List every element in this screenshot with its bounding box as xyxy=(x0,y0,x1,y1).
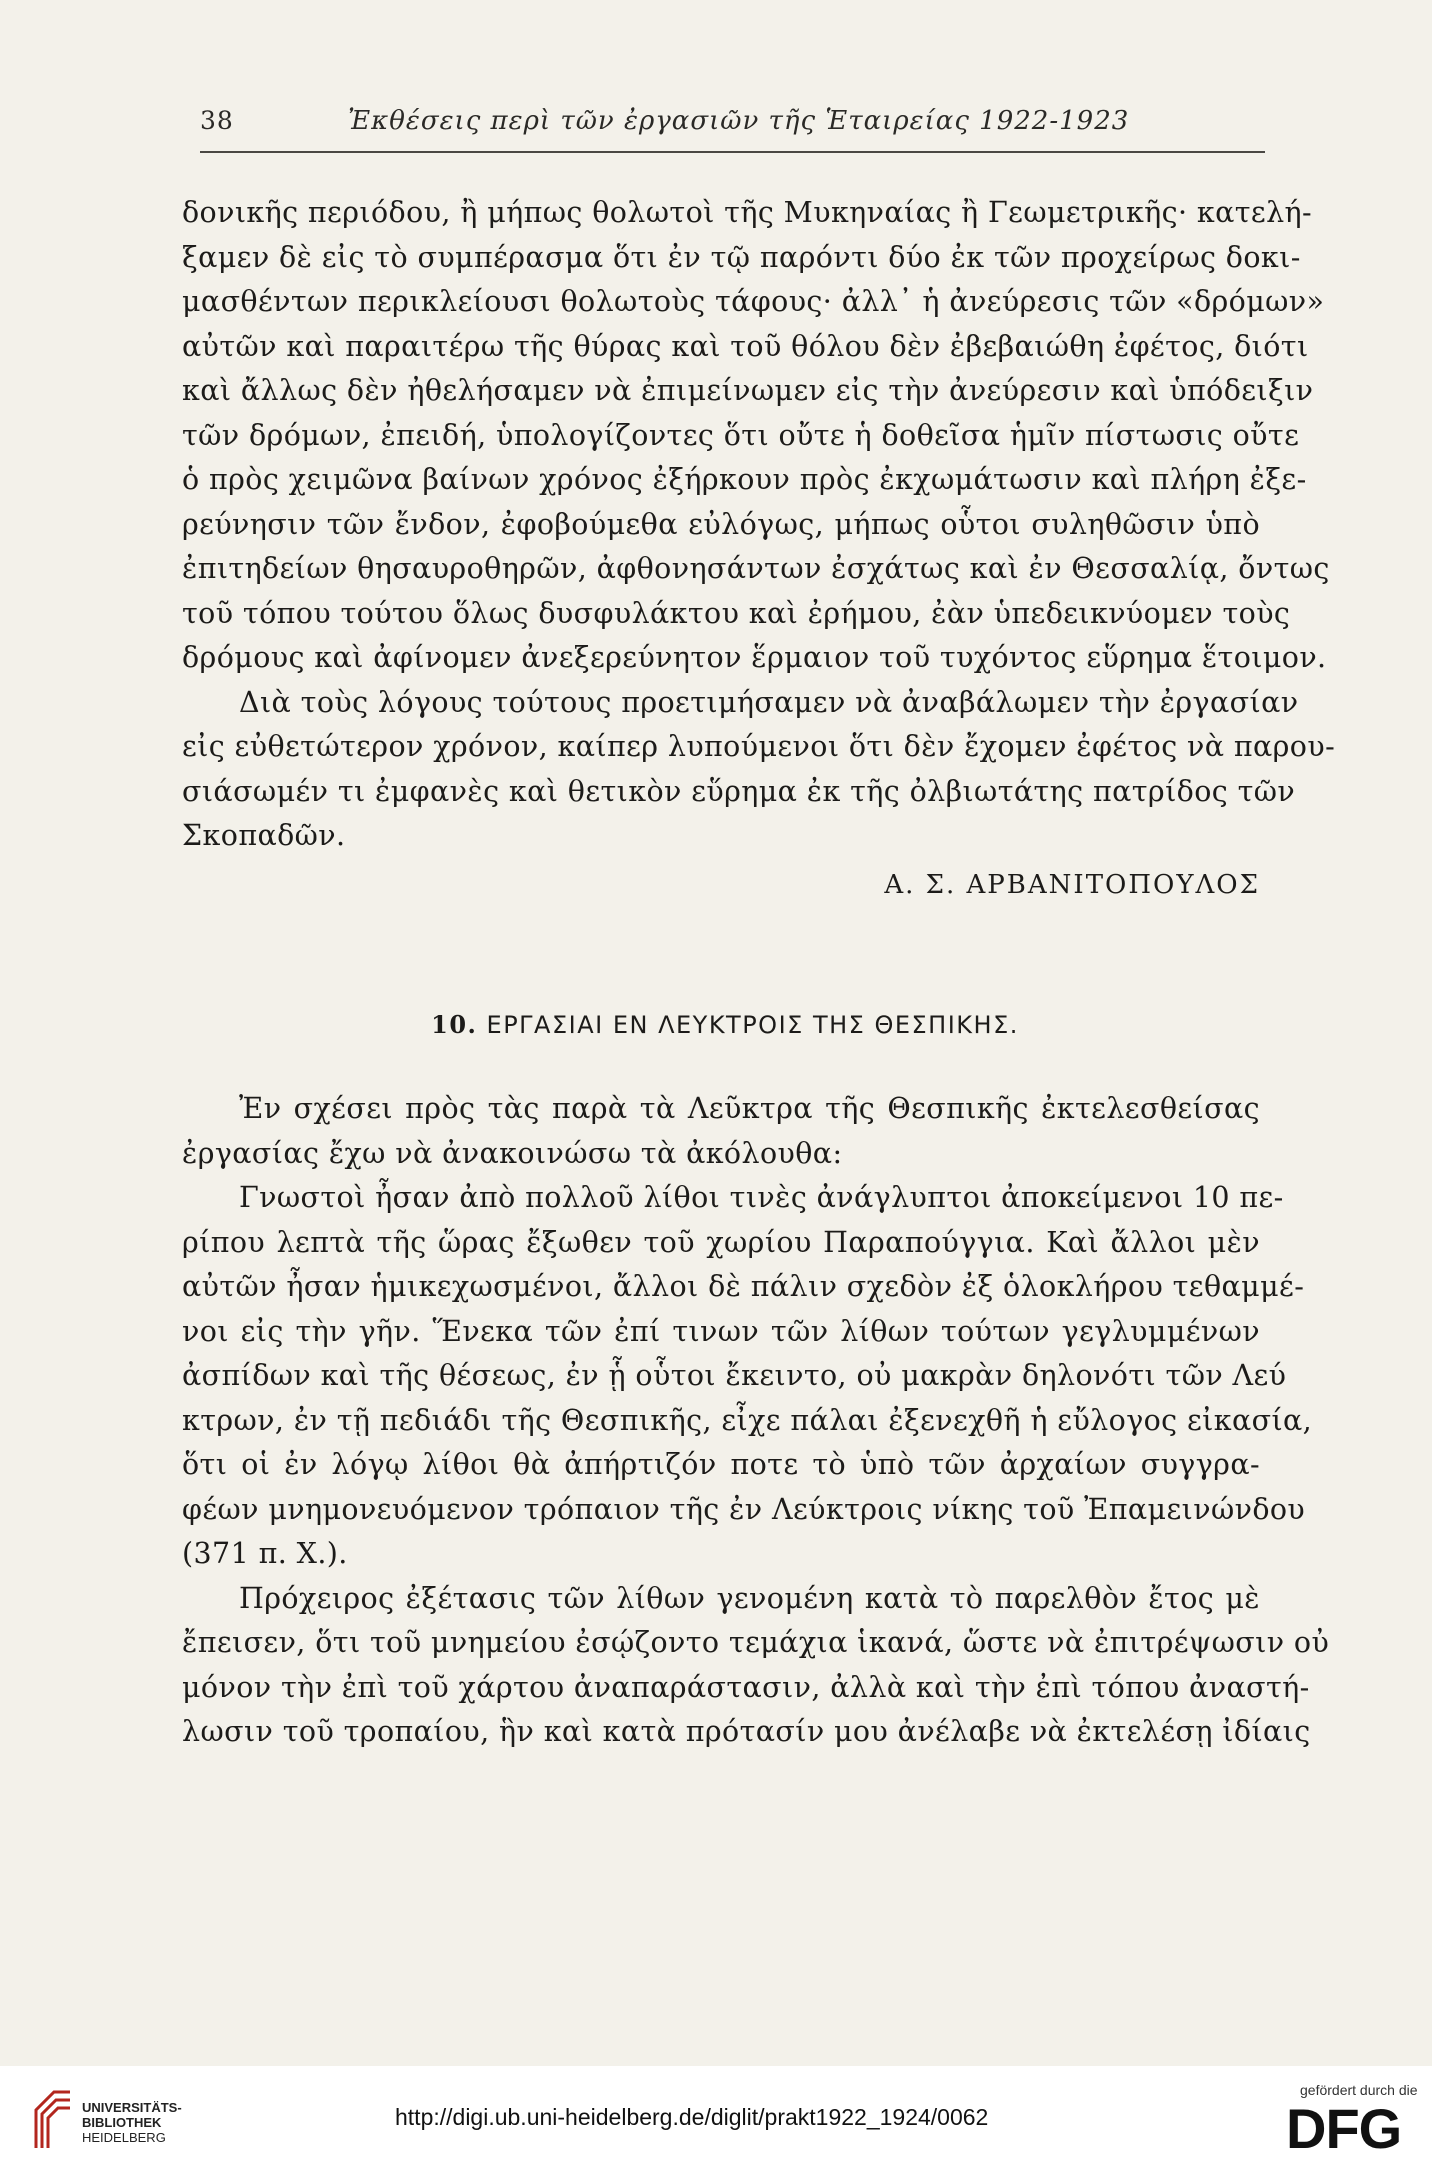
text-line: Σκοπαδῶν. xyxy=(182,819,346,852)
text-line: εἰς εὐθετώτερον χρόνον, καίπερ λυπούμενοι ὅτι δὲν ἔχομεν ἐφέτος νὰ παρου- xyxy=(182,730,1336,763)
library-line: UNIVERSITÄTS- xyxy=(82,2100,182,2115)
text-line: καὶ ἄλλως δὲν ἠθελήσαμεν νὰ ἐπιμείνωμεν εἰς τὴν ἀνεύρεσιν καὶ ὑπόδειξιν xyxy=(182,374,1314,407)
text-line: Γνωστοὶ ἦσαν ἀπὸ πολλοῦ λίθοι τινὲς ἀνάγλυπτοι ἀποκείμενοι 10 πε- xyxy=(239,1181,1284,1214)
text-line: ὁ πρὸς χειμῶνα βαίνων χρόνος ἐξήρκουν πρὸς ἐκχωμάτωσιν καὶ πλήρη ἐξε- xyxy=(182,463,1307,496)
text-line: ξαμεν δὲ εἰς τὸ συμπέρασμα ὅτι ἐν τῷ παρόντι δύο ἐκ τῶν προχείρως δοκι- xyxy=(182,240,1301,274)
running-title: Ἐκθέσεις περὶ τῶν ἐργασιῶν τῆς Ἑταιρείας 1922-1923 xyxy=(348,106,1130,136)
text-line: ἐπιτηδείων θησαυροθηρῶν, ἀφθονησάντων ἐσχάτως καὶ ἐν Θεσσαλίᾳ, ὄντως xyxy=(182,552,1330,585)
text-line: μόνον τὴν ἐπὶ τοῦ χάρτου ἀναπαράστασιν, ἀλλὰ καὶ τὴν ἐπὶ τόπου ἀναστή- xyxy=(182,1670,1310,1704)
library-line: HEIDELBERG xyxy=(82,2130,166,2145)
text-line: (371 π. Χ.). xyxy=(182,1537,348,1570)
text-line: σιάσωμέν τι ἐμφανὲς καὶ θετικὸν εὕρημα ἐκ τῆς ὀλβιωτάτης πατρίδος τῶν xyxy=(182,774,1296,808)
text-line: ρίπου λεπτὰ τῆς ὥρας ἔξωθεν τοῦ χωρίου Παραπούγγια. Καὶ ἄλλοι μὲν xyxy=(182,1225,1260,1259)
library-line: BIBLIOTHEK xyxy=(82,2115,162,2130)
author-signature: Α. Σ. ΑΡΒΑΝΙΤΟΠΟΥΛΟΣ xyxy=(884,870,1260,900)
viewer-footer xyxy=(0,2066,1432,2166)
text-line: νοι εἰς τὴν γῆν. Ἕνεκα τῶν ἐπί τινων τῶν λίθων τούτων γεγλυμμένων xyxy=(182,1314,1260,1348)
text-line: Πρόχειρος ἐξέτασις τῶν λίθων γενομένη κατὰ τὸ παρελθὸν ἔτος μὲ xyxy=(239,1581,1260,1615)
text-line: φέων μνημονευόμενον τρόπαιον τῆς ἐν Λεύκτροις νίκης τοῦ Ἐπαμεινώνδου xyxy=(182,1492,1306,1526)
text-line: ἐργασίας ἔχω νὰ ἀνακοινώσω τὰ ἀκόλουθα: xyxy=(182,1136,843,1170)
page-header xyxy=(200,106,1260,146)
page-number: 38 xyxy=(200,106,234,135)
section-heading xyxy=(250,1010,1200,1039)
text-line: αὐτῶν καὶ παραιτέρω τῆς θύρας καὶ τοῦ θόλου δὲν ἐβεβαιώθη ἐφέτος, διότι xyxy=(182,329,1309,363)
section-title: ΕΡΓΑΣΙΑΙ ΕΝ ΛΕΥΚΤΡΟΙΣ ΤΗΣ ΘΕΣΠΙΚΗΣ. xyxy=(486,1011,1019,1039)
text-line: μασθέντων περικλείουσι θολωτοὺς τάφους· ἀλλ᾽ ἡ ἀνεύρεσις τῶν «δρόμων» xyxy=(182,285,1325,318)
library-name xyxy=(82,2100,182,2145)
text-line: αὐτῶν ἦσαν ἡμικεχωσμένοι, ἄλλοι δὲ πάλιν σχεδὸν ἐξ ὁλοκλήρου τεθαμμέ- xyxy=(182,1270,1305,1303)
university-library-logo-icon xyxy=(32,2082,74,2152)
text-line: ρεύνησιν τῶν ἔνδον, ἐφοβούμεθα εὐλόγως, μήπως οὗτοι συληθῶσιν ὑπὸ xyxy=(182,507,1260,541)
text-line: δονικῆς περιόδου, ἢ μήπως θολωτοὶ τῆς Μυκηναίας ἢ Γεωμετρικῆς· κατελή- xyxy=(182,196,1313,229)
text-line: ἔπεισεν, ὅτι τοῦ μνημείου ἐσῴζοντο τεμάχια ἱκανά, ὥστε νὰ ἐπιτρέψωσιν οὐ xyxy=(182,1626,1330,1659)
text-line: ἀσπίδων καὶ τῆς θέσεως, ἐν ᾗ οὗτοι ἔκειντο, οὐ μακρὰν δηλονότι τῶν Λεύ xyxy=(182,1359,1287,1392)
text-line: δρόμους καὶ ἀφίνομεν ἀνεξερεύνητον ἕρμαιον τοῦ τυχόντος εὕρημα ἕτοιμον. xyxy=(182,641,1327,674)
text-line: λωσιν τοῦ τροπαίου, ἣν καὶ κατὰ πρότασίν μου ἀνέλαβε νὰ ἐκτελέσῃ ἰδίαις xyxy=(182,1715,1311,1748)
dfg-logo: DFG xyxy=(1286,2097,1402,2160)
text-line: τοῦ τόπου τούτου ὅλως δυσφυλάκτου καὶ ἐρήμου, ἐὰν ὑπεδεικνύομεν τοὺς xyxy=(182,596,1291,630)
sponsor-text: gefördert durch die xyxy=(1300,2082,1418,2098)
text-line: τῶν δρόμων, ἐπειδή, ὑπολογίζοντες ὅτι οὔτε ἡ δοθεῖσα ἡμῖν πίστωσις οὔτε xyxy=(182,418,1300,452)
text-line: ὅτι οἱ ἐν λόγῳ λίθοι θὰ ἀπήρτιζόν ποτε τὸ ὑπὸ τῶν ἀρχαίων συγγρα- xyxy=(182,1448,1260,1481)
section-number: 10. xyxy=(431,1010,478,1039)
permalink-url[interactable]: http://digi.ub.uni-heidelberg.de/diglit/prakt1922_1924/0062 xyxy=(395,2104,989,2130)
text-line: Ἐν σχέσει πρὸς τὰς παρὰ τὰ Λεῦκτρα τῆς Θεσπικῆς ἐκτελεσθείσας xyxy=(239,1092,1260,1125)
text-line: Διὰ τοὺς λόγους τούτους προετιμήσαμεν νὰ ἀναβάλωμεν τὴν ἐργασίαν xyxy=(239,685,1299,719)
text-line: κτρων, ἐν τῇ πεδιάδι τῆς Θεσπικῆς, εἶχε πάλαι ἐξενεχθῆ ἡ εὔλογος εἰκασία, xyxy=(182,1403,1313,1437)
header-rule xyxy=(200,151,1265,153)
